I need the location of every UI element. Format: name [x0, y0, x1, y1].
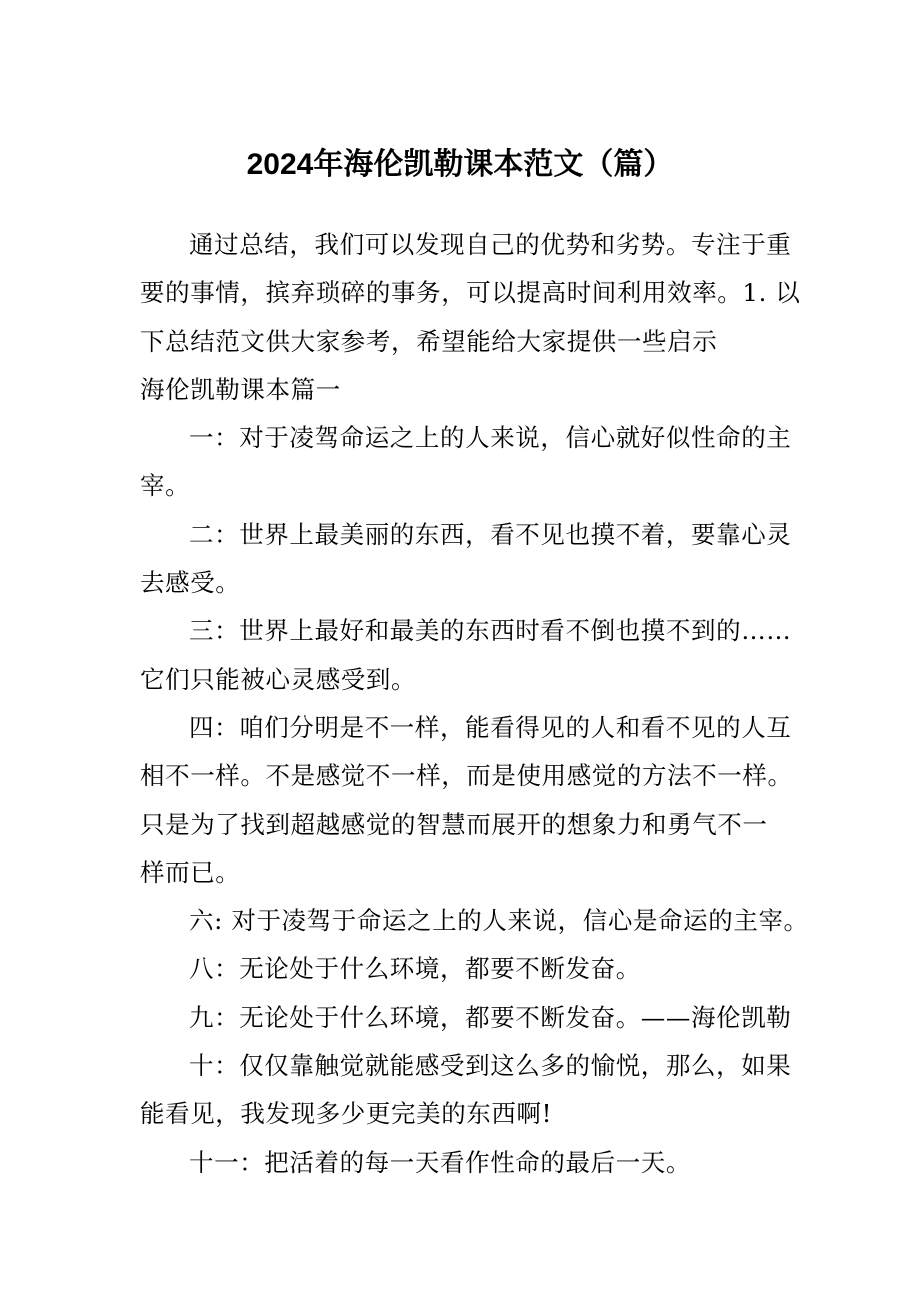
- text-line: 一：对于凌驾命运之上的人来说，信心就好似性命的主: [189, 423, 792, 453]
- text-line: 二：世界上最美丽的东西，看不见也摸不着，要靠心灵: [189, 519, 792, 549]
- text-line: 样而已。: [140, 857, 241, 887]
- text-line: 四：咱们分明是不一样，能看得见的人和看不见的人互: [189, 712, 792, 742]
- text-line: 要的事情，摈弃琐碎的事务，可以提高时间利用效率。1. 以: [140, 278, 801, 308]
- text-line: 下总结范文供大家参考，希望能给大家提供一些启示: [140, 326, 718, 356]
- text-line: 十一：把活着的每一天看作性命的最后一天。: [189, 1147, 691, 1177]
- text-line: 能看见，我发现多少更完美的东西啊!: [140, 1099, 553, 1129]
- text-line: 去感受。: [140, 568, 241, 598]
- text-line: 宰。: [140, 471, 191, 501]
- document-body: [140, 221, 809, 1187]
- document-title: 2024年海伦凯勒课本范文（篇）: [246, 148, 674, 181]
- text-line: 十：仅仅靠触觉就能感受到这么多的愉悦，那么，如果: [189, 1051, 792, 1081]
- text-line: 八：无论处于什么环境，都要不断发奋。: [189, 954, 641, 984]
- text-line: 海伦凯勒课本篇一: [140, 374, 341, 404]
- text-line: 它们只能被心灵感受到。: [140, 664, 417, 694]
- text-line: 相不一样。不是感觉不一样，而是使用感觉的方法不一样。: [140, 761, 793, 791]
- text-line: 只是为了找到超越感觉的智慧而展开的想象力和勇气不一: [140, 809, 768, 839]
- text-line: 通过总结，我们可以发现自己的优势和劣势。专注于重: [189, 230, 792, 259]
- text-line: 三：世界上最好和最美的东西时看不倒也摸不到的……: [189, 616, 792, 646]
- text-line: 九：无论处于什么环境，都要不断发奋。——海伦凯勒: [189, 1002, 792, 1032]
- text-line: 六: 对于凌驾于命运之上的人来说，信心是命运的主宰。: [189, 906, 809, 936]
